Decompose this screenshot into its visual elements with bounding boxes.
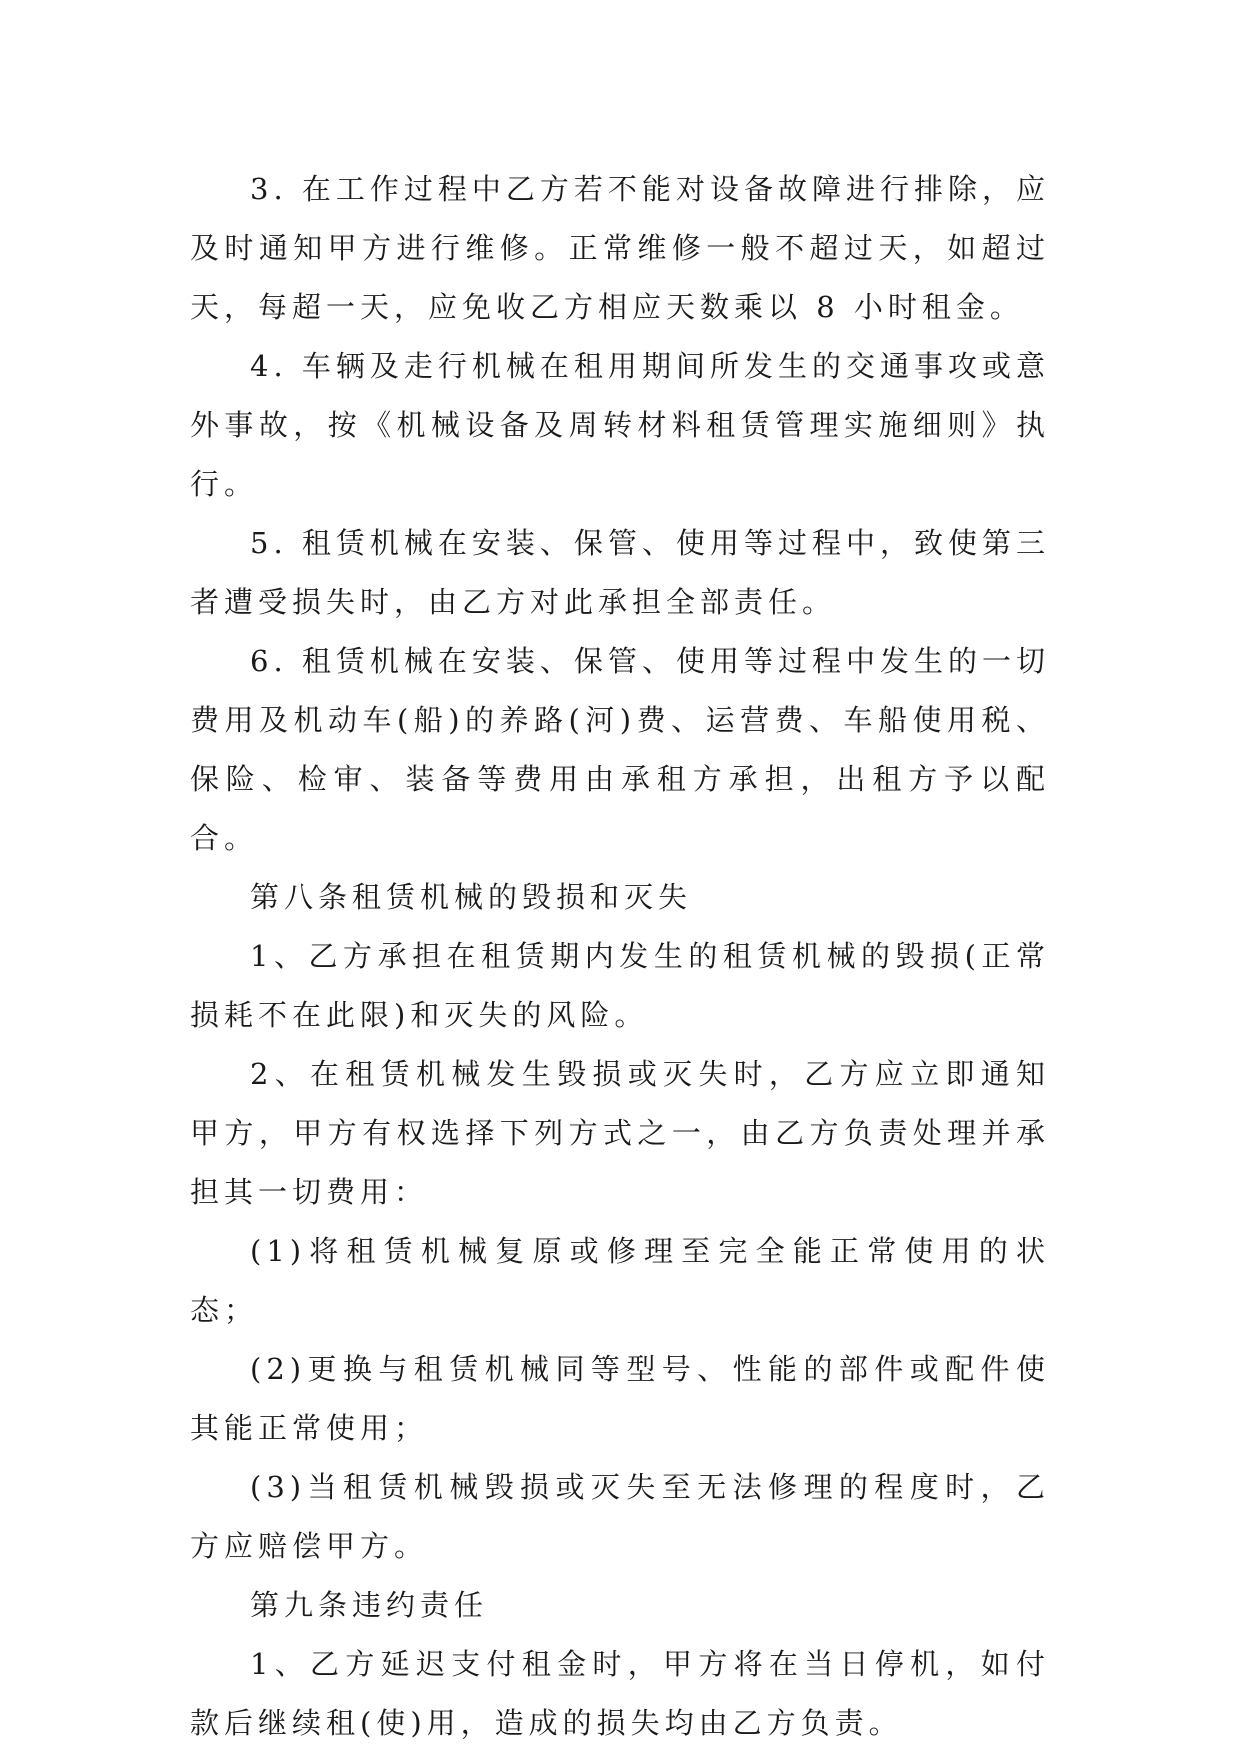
article-9-heading: 第九条违约责任: [250, 1588, 489, 1622]
article-8-item-1: 1、乙方承担在租赁期内发生的租赁机械的毁损(正常损耗不在此限)和灭失的风险。: [190, 939, 1050, 1032]
clause-7-item-4: 4. 车辆及走行机械在租用期间所发生的交通事攻或意外事故，按《机械设备及周转材料租赁管理实施细则》执行。: [190, 349, 1050, 501]
clause-7-item-5: 5. 租赁机械在安装、保管、使用等过程中，致使第三者遭受损失时，由乙方对此承担全部责任。: [190, 526, 1050, 619]
clause-7-item-6: 6. 租赁机械在安装、保管、使用等过程中发生的一切费用及机动车(船)的养路(河)费、运营费、车船使用税、保险、检审、装备等费用由承租方承担，出租方予以配合。: [190, 644, 1050, 855]
article-8-option-3: (3)当租赁机械毁损或灭失至无法修理的程度时，乙方应赔偿甲方。: [190, 1470, 1050, 1563]
article-8-item-2: 2、在租赁机械发生毁损或灭失时，乙方应立即通知甲方，甲方有权选择下列方式之一，由乙方负责处理并承担其一切费用：: [190, 1057, 1050, 1209]
article-8-heading: 第八条租赁机械的毁损和灭失: [250, 880, 693, 914]
article-9-item-1: 1、乙方延迟支付租金时，甲方将在当日停机，如付款后继续租(使)用，造成的损失均由乙方负责。: [190, 1647, 1050, 1740]
article-8-option-1: (1)将租赁机械复原或修理至完全能正常使用的状态；: [190, 1234, 1050, 1327]
clause-7-item-3: 3. 在工作过程中乙方若不能对设备故障进行排除，应及时通知甲方进行维修。正常维修一般不超过天，如超过天，每超一天，应免收乙方相应天数乘以 8 小时租金。: [190, 172, 1050, 324]
article-8-option-2: (2)更换与租赁机械同等型号、性能的部件或配件使其能正常使用；: [190, 1352, 1050, 1445]
document-body: [190, 160, 1050, 1753]
